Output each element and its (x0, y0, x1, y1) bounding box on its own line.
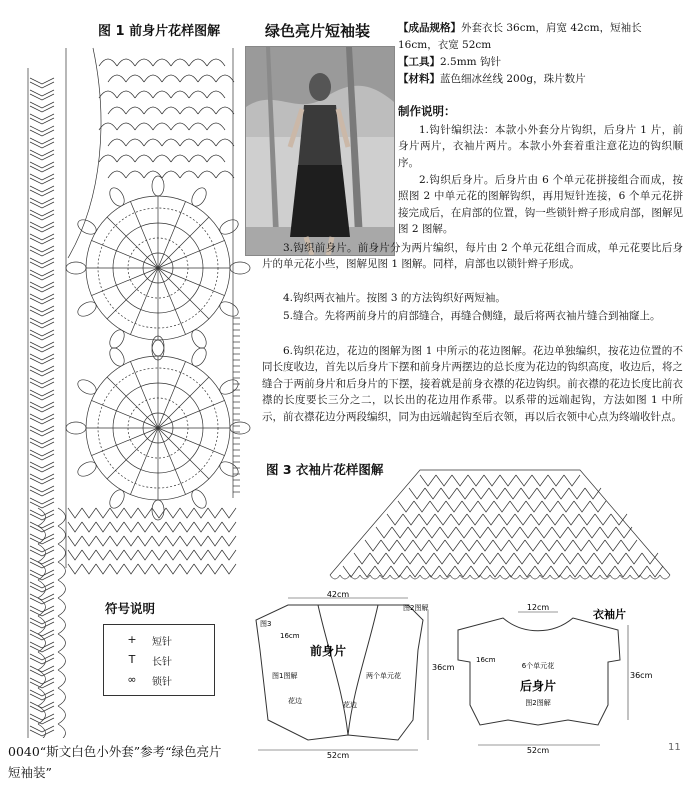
back-piece-outline (458, 618, 620, 725)
figure1-title: 图 1 前身片花样图解 (98, 24, 221, 39)
chain-stitch-symbol: ∞ (127, 673, 137, 686)
front-piece-label: 前身片 (310, 644, 347, 658)
sleeve-piece-title: 衣袖片 (593, 608, 626, 621)
instruction-paragraph-6: 6.钩织花边，花边的图解为图 1 中所示的花边图解。花边单独编织，按花边位置的不同长度收边，首先以后身片下摆和前身片两摆边的总长度为花边的钩织高度，收边后，将之缝合于两前身片和后身片的下摆，接着就是前身衣襟的花边钩织。前衣襟的花边长度比前衣襟的长度要长三分之二，以长出的花边用作系带。以系带的远端起钩，方法如图 1 中所示，前衣襟花边分两段编织，同为由远端起钩至后衣领，再以后衣领中心点为终端收针点。 (262, 345, 683, 423)
instruction-paragraph-5: 5.缝合。先将两前身片的肩部缝合，再缝合侧缝，最后将两衣袖片缝合到袖窿上。 (283, 310, 661, 322)
instruction-paragraph-3: 3.钩织前身片。前身片分为两片编织，每片由 2 个单元花组合而成，单元花要比后身片的单元花小些，图解见图 1 图解。同样，肩部也以锁针辫子形成。 (262, 242, 683, 271)
instruction-paragraph-1: 1.钩针编织法：本款小外套分片钩织，后身片 1 片，前身片两片，衣袖片两片。本款小外套着重注意花边的钩织顺序。 (398, 124, 683, 169)
instruction-paragraph-4: 4.钩织两衣袖片。按图 3 的方法钩织好两短袖。 (283, 292, 506, 304)
garment-schematics (248, 590, 688, 760)
front-edging-right: 花边 (343, 701, 357, 709)
back-piece-label: 后身片 (519, 679, 557, 693)
front-edging-left: 花边 (288, 697, 302, 705)
back-bottom-dimension: 52cm (526, 746, 550, 755)
back-height-dimension: 36cm (630, 671, 653, 680)
back-six-flowers-note: 6个单元花 (521, 662, 555, 670)
product-specs (398, 20, 683, 88)
front-sleeve-length: 16cm (280, 632, 300, 640)
model-photo (245, 46, 395, 256)
front-ref-fig1: 图1图解 (272, 672, 298, 680)
front-height-dimension: 36cm (432, 663, 455, 672)
footer-reference-line1: 0040“斯文白色小外套”参考“绿色亮片 (8, 744, 222, 759)
back-top-dimension: 12cm (526, 603, 550, 612)
product-title: 绿色亮片短袖装 (265, 22, 371, 40)
legend-title: 符号说明 (105, 601, 156, 616)
back-ref-fig2: 图2图解 (525, 699, 551, 707)
spec-material: 【材料】蓝色细冰丝线 200g，珠片数片 (398, 73, 586, 85)
instructions-heading: 制作说明： (398, 104, 456, 118)
front-two-flowers-note: 两个单元花 (366, 672, 401, 680)
spec-size: 【成品规格】外套衣长 36cm，肩宽 42cm，短袖长 16cm，衣宽 52cm (398, 22, 642, 51)
front-top-dimension: 42cm (326, 590, 350, 599)
figure3-title: 图 3 衣袖片花样图解 (266, 462, 384, 477)
front-ref-fig3: 图3 (260, 620, 272, 628)
legend-label-double-crochet: 长针 (152, 657, 172, 668)
front-ref-fig2: 图2图解 (403, 604, 429, 612)
front-bottom-dimension: 52cm (326, 751, 350, 760)
back-sleeve-length-left: 16cm (476, 656, 496, 664)
footer-reference-line2: 短袖装” (8, 765, 52, 780)
page-number: 11 (668, 742, 681, 753)
instruction-paragraph-2: 2.钩织后身片。后身片由 6 个单元花拼接组合而成，按照图 2 中单元花的图解钩织，再用短针连接，6 个单元花拼接完成后，在肩部的位置，钩一些锁针辫子形成肩部，图解见图 2 图解。 (398, 174, 683, 236)
legend-label-single-crochet: 短针 (152, 637, 172, 648)
legend-label-chain-stitch: 锁针 (152, 677, 172, 688)
spec-tool: 【工具】2.5mm 钩针 (398, 56, 501, 68)
single-crochet-symbol: + (127, 633, 137, 646)
sleeve-crochet-chart (320, 455, 680, 585)
double-crochet-symbol: T (128, 653, 136, 666)
symbol-legend (103, 624, 215, 696)
